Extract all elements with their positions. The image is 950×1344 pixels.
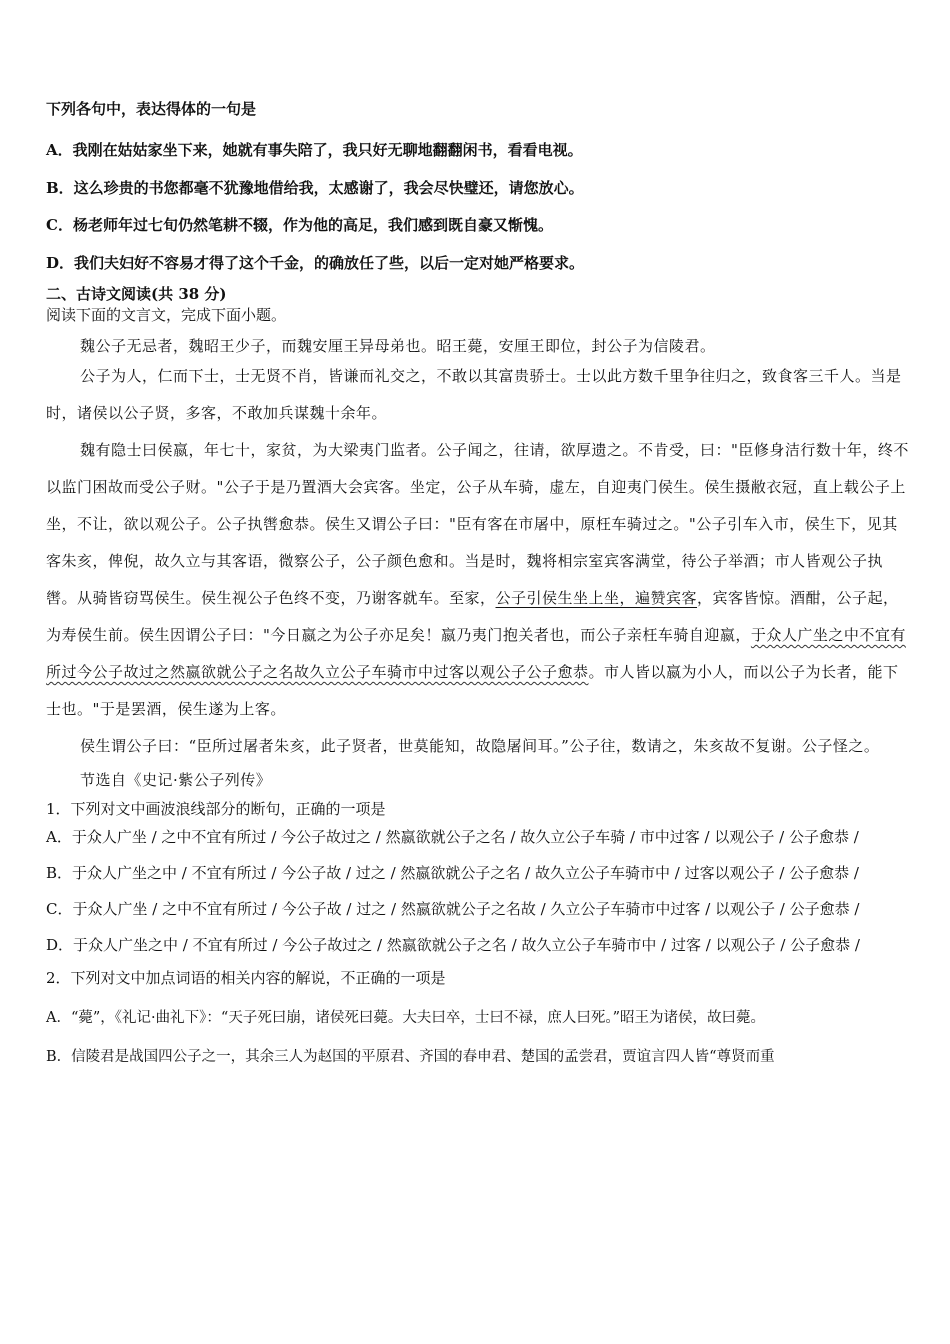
question-intro: 下列各句中，表达得体的一句是 — [46, 100, 257, 118]
option-b: B．这么珍贵的书您都毫不犹豫地借给我，太感谢了，我会尽快璧还，请您放心。 — [46, 179, 584, 197]
option-c: C．杨老师年过七旬仍然笔耕不辍，作为他的高足，我们感到既自豪又惭愧。 — [46, 216, 553, 234]
option-d: D．我们夫妇好不容易才得了这个千金，的确放任了些，以后一定对她严格要求。 — [46, 254, 585, 272]
question-1-stem: 1．下列对文中画波浪线部分的断句，正确的一项是 — [46, 800, 386, 818]
passage-text: 魏有隐士曰侯嬴，年七十，家贫，为大梁夷门监者。公子闻之，往请，欲厚遗之。不肯受，曰："臣修身洁行数十年，终不以监门困故而受公子财。"公子于是乃置酒大会宾客。坐定，公子从车骑，虚左，自迎夷门侯生。侯生摄敝衣冠，直上载公子上坐，不让，欲以观公子。公子执辔愈恭。侯生又谓公子曰："臣有客在市屠中，原枉车骑过之。"公子引车入市，侯生下，见其客朱亥，俾倪，故久立与其客语，微察公子，公子颜色愈和。当是时，魏将相宗室宾客满堂，待公子举酒；市人皆观公子执辔。从骑皆窃骂侯生。侯生视公子色终不变，乃谢客就车。至家， — [46, 441, 909, 607]
underlined-phrase: 公子引侯生坐上坐，遍赞宾客 — [495, 589, 698, 607]
document-page — [46, 98, 912, 1065]
passage-text: ，宾客皆惊。酒酣，公子起，为寿侯生前。侯生因谓公子曰："今日嬴之为公子亦足矣！嬴乃夷门抱关者也，而公子亲枉车骑自迎嬴， — [46, 589, 899, 644]
section-title: 二、古诗文阅读(共 38 分) — [46, 285, 227, 303]
passage-paragraph-3 — [46, 432, 912, 728]
passage-source: 节选自《史记·紫公子列传》 — [80, 771, 272, 789]
passage-paragraph-2: 公子为人，仁而下士，士无贤不肖，皆谦而礼交之，不敢以其富贵骄士。士以此方数千里争往归之，致食客三千人。当是时，诸侯以公子贤，多客，不敢加兵谋魏十余年。 — [46, 367, 902, 422]
passage-paragraph-1: 魏公子无忌者，魏昭王少子，而魏安厘王异母弟也。昭王薨，安厘王即位，封公子为信陵君。 — [80, 337, 716, 355]
question-1-option-d: D．于众人广坐之中 / 不宜有所过 / 今公子故过之 / 然嬴欲就公子之名 / 故久立公子车骑市中 / 过客 / 以观公子 / 公子愈恭 / — [46, 936, 860, 954]
option-a: A．我刚在姑姑家坐下来，她就有事失陪了，我只好无聊地翻翻闲书，看看电视。 — [46, 141, 583, 159]
wavy-underlined-sentence: 于众人广坐之中不宜有所过今公子故过之然嬴欲就公子之名故久立公子车骑市中过客以观公子公子愈恭 — [46, 626, 906, 681]
section-instruction: 阅读下面的文言文，完成下面小题。 — [46, 306, 287, 324]
question-2-stem: 2．下列对文中加点词语的相关内容的解说，不正确的一项是 — [46, 969, 446, 987]
passage-paragraph-4: 侯生谓公子曰：“臣所过屠者朱亥，此子贤者，世莫能知，故隐屠间耳。”公子往，数请之，朱亥故不复谢。公子怪之。 — [80, 737, 880, 755]
question-1-option-a: A．于众人广坐 / 之中不宜有所过 / 今公子故过之 / 然嬴欲就公子之名 / 故久立公子车骑 / 市中过客 / 以观公子 / 公子愈恭 / — [46, 828, 859, 846]
question-1-option-c: C．于众人广坐 / 之中不宜有所过 / 今公子故 / 过之 / 然嬴欲就公子之名故 / 久立公子车骑市中过客 / 以观公子 / 公子愈恭 / — [46, 900, 860, 918]
question-2-option-a: A．“薨”，《礼记·曲礼下》：“天子死曰崩，诸侯死曰薨。大夫曰卒，士曰不禄，庶人曰死。”昭王为诸侯，故曰薨。 — [46, 1010, 765, 1026]
passage-text: 。市人皆以嬴为小人，而以公子为长者，能下士也。"于是罢酒，侯生遂为上客。 — [46, 663, 899, 718]
question-1-option-b: B．于众人广坐之中 / 不宜有所过 / 今公子故 / 过之 / 然嬴欲就公子之名 / 故久立公子车骑市中 / 过客以观公子 / 公子愈恭 / — [46, 864, 859, 882]
question-2-option-b: B．信陵君是战国四公子之一，其余三人为赵国的平原君、齐国的春申君、楚国的孟尝君，贾谊言四人皆“尊贤而重 — [46, 1049, 775, 1065]
